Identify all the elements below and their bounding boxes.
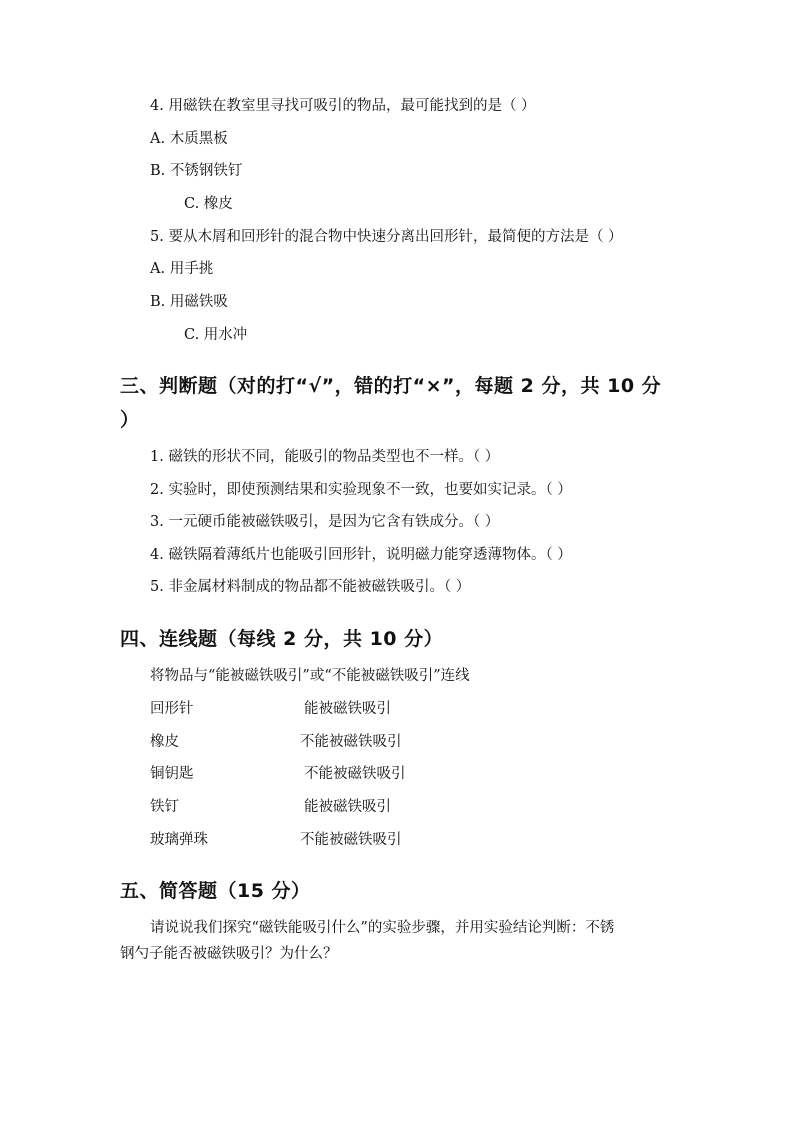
judge-section-title: 三、判断题（对的打“√”，错的打“×”，每题 2 分，共 10 分 bbox=[120, 375, 662, 397]
question-4-stem: 4. 用磁铁在教室里寻找可吸引的物品，最可能找到的是（ ） bbox=[150, 98, 536, 114]
match-section-title: 四、连线题（每线 2 分，共 10 分） bbox=[120, 628, 444, 650]
match-right-item: 不能被磁铁吸引 bbox=[300, 832, 402, 848]
judge-section-title-end: ） bbox=[120, 409, 140, 431]
short-answer-section-title: 五、简答题（15 分） bbox=[120, 880, 311, 902]
match-right-item: 能被磁铁吸引 bbox=[304, 799, 391, 815]
question-4-option-a: A. 木质黑板 bbox=[150, 131, 228, 147]
question-4-option-b: B. 不锈钢铁钉 bbox=[150, 163, 243, 179]
match-right-item: 能被磁铁吸引 bbox=[304, 701, 391, 717]
short-answer-question-line-2: 钢勺子能否被磁铁吸引？为什么？ bbox=[120, 946, 338, 962]
match-right-item: 不能被磁铁吸引 bbox=[304, 766, 406, 782]
match-left-item: 回形针 bbox=[150, 701, 194, 717]
match-left-item: 玻璃弹珠 bbox=[150, 832, 208, 848]
question-5-option-a: A. 用手挑 bbox=[150, 261, 214, 277]
match-left-item: 铁钉 bbox=[150, 799, 179, 815]
question-4-option-c: C. 橡皮 bbox=[184, 196, 233, 212]
question-5-option-b: B. 用磁铁吸 bbox=[150, 294, 228, 310]
judge-item-5: 5. 非金属材料制成的物品都不能被磁铁吸引。（ ） bbox=[150, 579, 471, 595]
match-instruction: 将物品与“能被磁铁吸引”或“不能被磁铁吸引”连线 bbox=[150, 668, 470, 684]
match-right-item: 不能被磁铁吸引 bbox=[300, 734, 402, 750]
judge-item-4: 4. 磁铁隔着薄纸片也能吸引回形针，说明磁力能穿透薄物体。（ ） bbox=[150, 547, 572, 563]
judge-item-3: 3. 一元硬币能被磁铁吸引，是因为它含有铁成分。（ ） bbox=[150, 514, 500, 530]
question-5-stem: 5. 要从木屑和回形针的混合物中快速分离出回形针，最简便的方法是（ ） bbox=[150, 229, 623, 245]
match-left-item: 橡皮 bbox=[150, 734, 179, 750]
question-5-option-c: C. 用水冲 bbox=[184, 327, 248, 343]
match-left-item: 铜钥匙 bbox=[150, 766, 194, 782]
judge-item-1: 1. 磁铁的形状不同，能吸引的物品类型也不一样。（ ） bbox=[150, 449, 500, 465]
short-answer-question-line-1: 请说说我们探究“磁铁能吸引什么”的实验步骤，并用实验结论判断：不锈 bbox=[150, 920, 615, 936]
judge-item-2: 2. 实验时，即使预测结果和实验现象不一致，也要如实记录。（ ） bbox=[150, 482, 572, 498]
